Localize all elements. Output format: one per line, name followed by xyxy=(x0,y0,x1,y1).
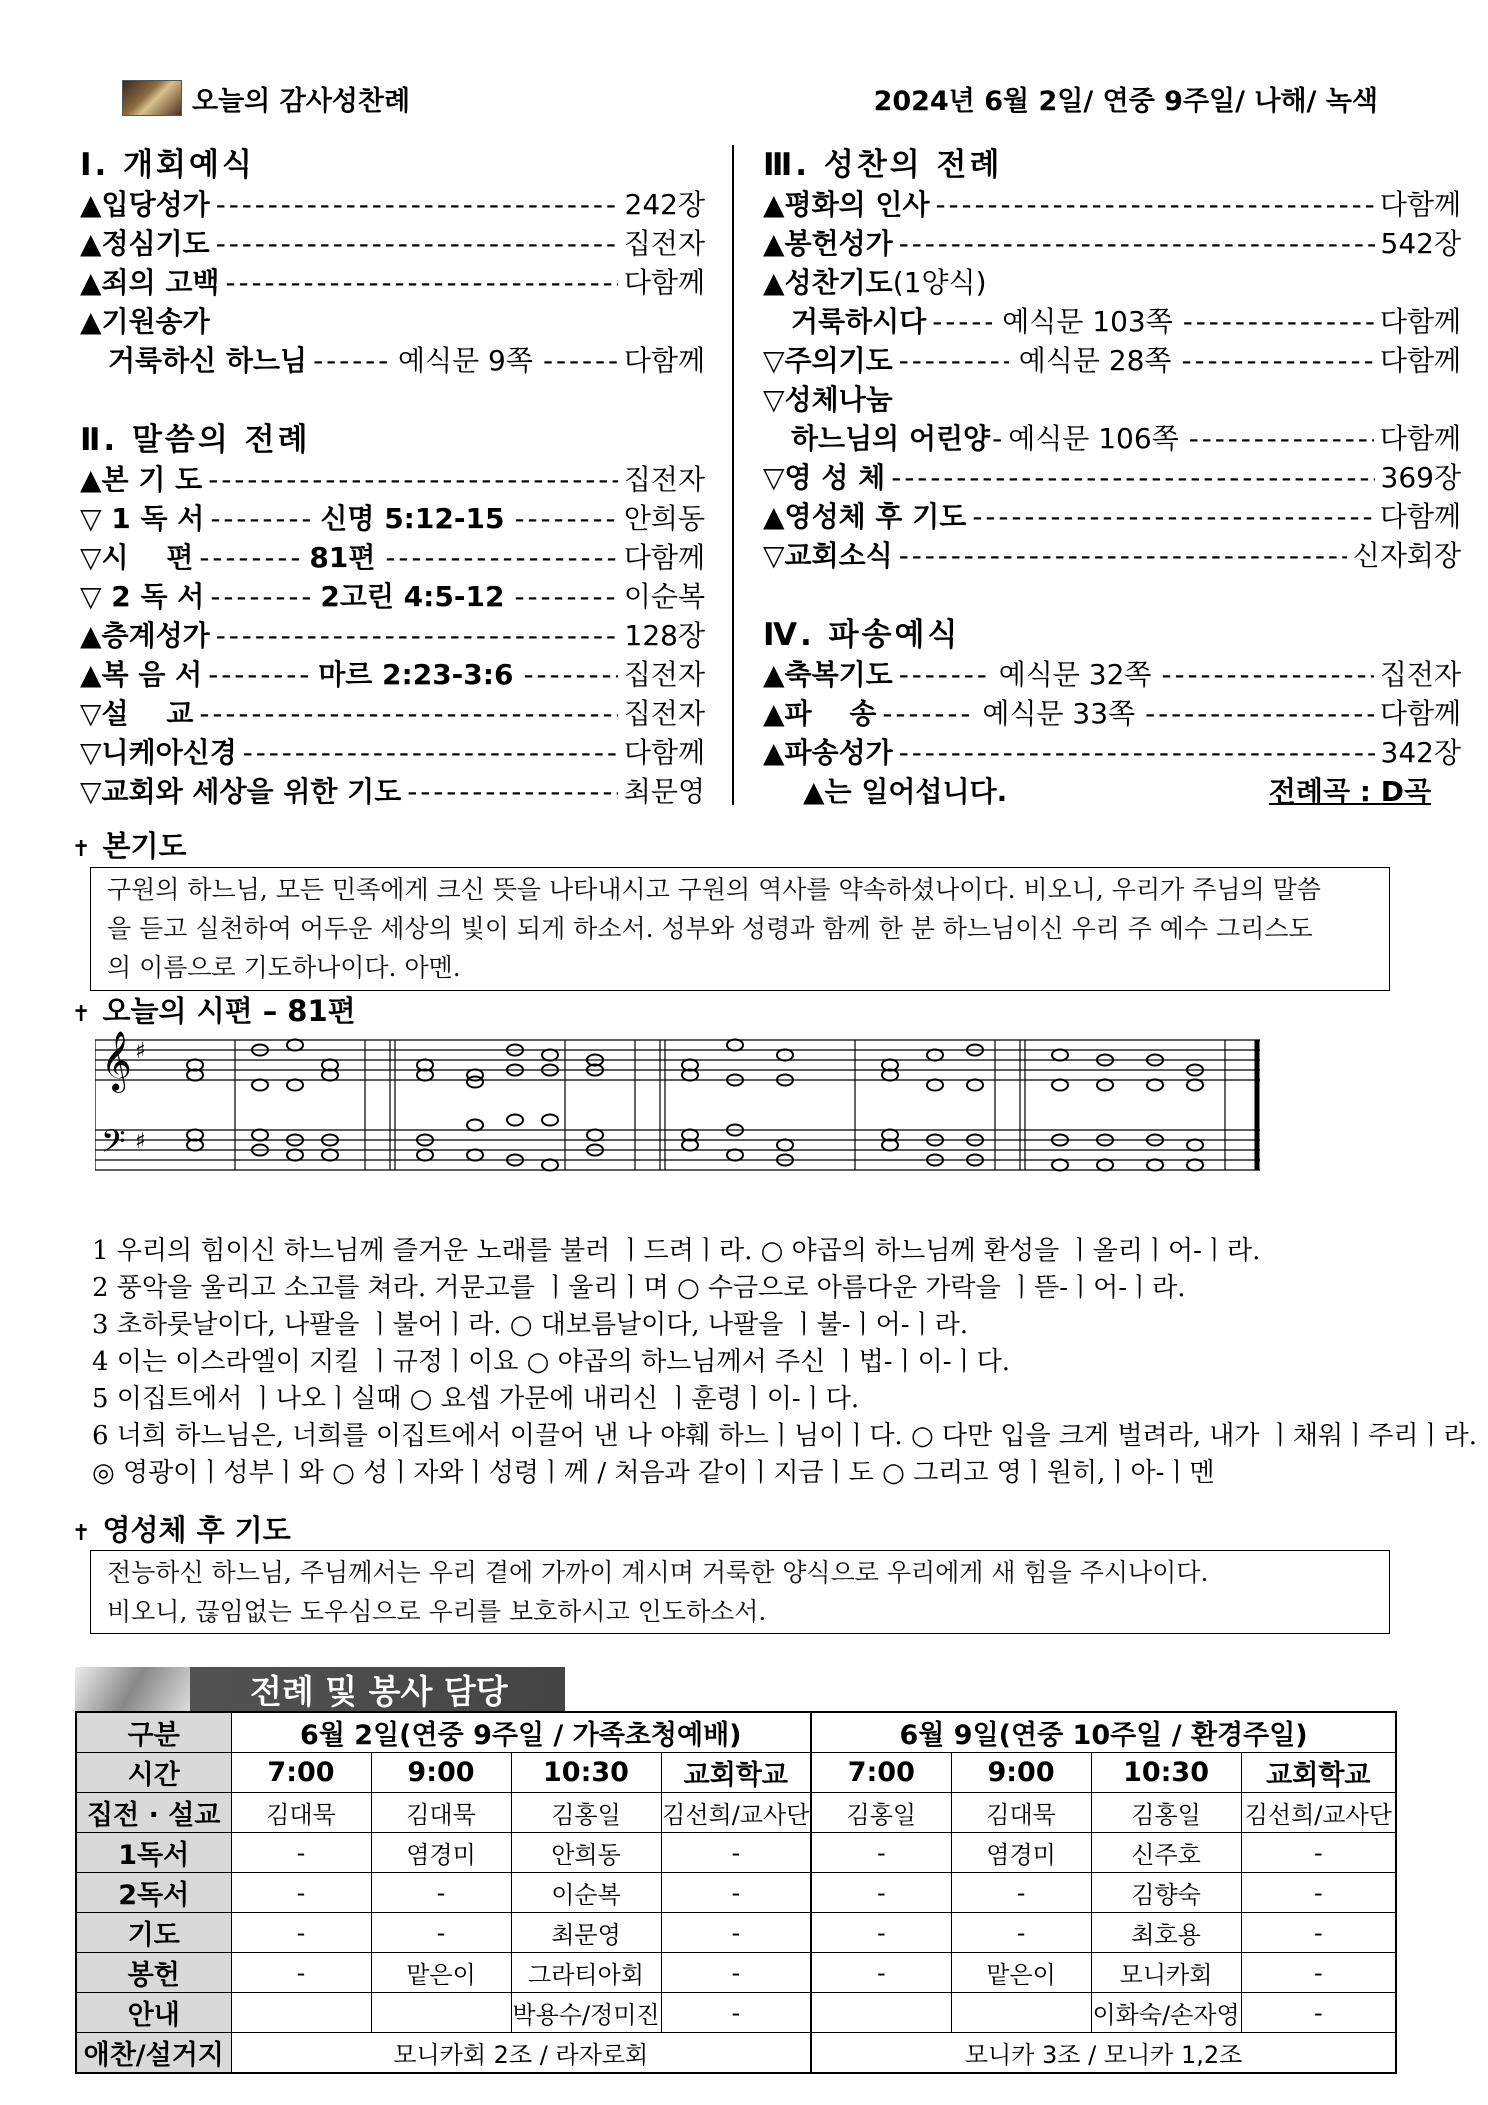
order-item: ▽영 성 체 - - - 369장 xyxy=(763,458,1461,497)
music-note xyxy=(467,1077,483,1088)
duty-title: 전례 및 봉사 담당 xyxy=(75,1667,565,1711)
order-item: ▽니케아신경 - - - 다함께 xyxy=(80,733,705,772)
order-item: ▲복 음 서 - - - 마르 2:23-3:6 - - - 집전자 xyxy=(80,655,705,694)
order-item: ▽ 2 독 서 - - - 2고린 4:5-12 - - - 이순복 xyxy=(80,577,705,616)
order-item: ▲정심기도 - - - 집전자 xyxy=(80,224,705,263)
psalm-chant-score xyxy=(95,1030,1260,1190)
music-note xyxy=(1187,1140,1203,1151)
order-item: 하느님의 어린양 - 예식문 106쪽 - - - 다함께 xyxy=(763,419,1461,458)
music-note xyxy=(287,1040,303,1051)
music-note xyxy=(587,1130,603,1141)
order-item: ▲평화의 인사 - - - 다함께 xyxy=(763,185,1461,224)
page-title: 오늘의 감사성찬례 xyxy=(192,85,411,117)
cross-icon: ✝ xyxy=(72,1521,91,1546)
order-item: ▲본 기 도 - - - 집전자 xyxy=(80,460,705,499)
table-row: 시간 7:00 9:00 10:30 교회학교 7:00 9:00 10:30 교회학교 xyxy=(76,1753,1396,1793)
music-note xyxy=(927,1080,943,1091)
table-row: 1독서 - 염경미 안희동 - - 염경미 신주호 - xyxy=(76,1833,1396,1873)
order-item: ▽시 편 - - - 81편 - - - 다함께 xyxy=(80,538,705,577)
order-item: ▽설 교 - - - 집전자 xyxy=(80,694,705,733)
tune-note: 전례곡 : D곡 xyxy=(1268,775,1431,808)
order-item: ▽주의기도 - - - 예식문 28쪽 - - - 다함께 xyxy=(763,341,1461,380)
order-item: ▽ 1 독 서 - - - 신명 5:12-15 - - - 안희동 xyxy=(80,499,705,538)
table-row: 안내 박용수/정미진 - 이화숙/손자영 - xyxy=(76,1993,1396,2033)
order-item: ▲봉헌성가 - - - 542장 xyxy=(763,224,1461,263)
order-item: ▲영성체 후 기도 - - - 다함께 xyxy=(763,497,1461,536)
music-note xyxy=(417,1150,433,1161)
table-row: 기도 - - 최문영 - - - 최호용 - xyxy=(76,1913,1396,1953)
music-note xyxy=(252,1130,268,1141)
priest-photo-icon xyxy=(75,1667,190,1711)
music-note xyxy=(1147,1160,1163,1171)
section-heading: Ⅳ. 파송예식 xyxy=(763,617,961,653)
header-left xyxy=(122,79,410,118)
music-note xyxy=(1187,1080,1203,1091)
table-row: 집전 · 설교 김대묵 김대묵 김홍일 김선희/교사단 김홍일 김대묵 김홍일 김선희/교사단 xyxy=(76,1793,1396,1833)
order-item: ▲성찬기도 (1양식) xyxy=(763,266,987,299)
music-note xyxy=(967,1080,983,1091)
music-note xyxy=(287,1150,303,1161)
music-note xyxy=(542,1160,558,1171)
music-note xyxy=(927,1050,943,1061)
table-row: 구분 6월 2일(연중 9주일 / 가족초청예배) 6월 9일(연중 10주일 / 환경주일) xyxy=(76,1712,1396,1753)
duty-table xyxy=(75,1711,1397,2074)
order-item: ▲층계성가 - - - 128장 xyxy=(80,616,705,655)
music-note xyxy=(252,1080,268,1091)
order-item: ▲파 송 - - - 예식문 33쪽 - - - 다함께 xyxy=(763,694,1461,733)
section-heading: Ⅰ. 개회예식 xyxy=(80,147,255,183)
bass-clef-icon: 𝄢 xyxy=(101,1123,126,1167)
music-note xyxy=(777,1050,793,1061)
table-row: 봉헌 - 맡은이 그라티아회 - - 맡은이 모니카회 - xyxy=(76,1953,1396,1993)
order-item: ▲입당성가 - - - 242장 xyxy=(80,185,705,224)
treble-clef-icon: 𝄞 xyxy=(101,1031,132,1091)
cross-icon: ✝ xyxy=(72,1002,91,1027)
order-item: ▲죄의 고백 - - - 다함께 xyxy=(80,263,705,302)
order-of-service xyxy=(80,145,1461,810)
music-note xyxy=(727,1150,743,1161)
section-heading: Ⅱ. 말씀의 전례 xyxy=(80,422,311,458)
table-row: 2독서 - - 이순복 - - - 김향숙 - xyxy=(76,1873,1396,1913)
order-right-column xyxy=(763,145,1461,812)
order-item: ▲파송성가 - - - 342장 xyxy=(763,733,1461,772)
order-item: ▽성체나눔 xyxy=(763,383,893,416)
music-note xyxy=(1052,1160,1068,1171)
collect-heading: ✝ 본기도 xyxy=(72,829,187,863)
post-communion-heading: ✝ 영성체 후 기도 xyxy=(72,1513,291,1547)
music-note xyxy=(727,1040,743,1051)
music-note xyxy=(777,1140,793,1151)
music-note xyxy=(287,1080,303,1091)
music-note xyxy=(467,1120,483,1131)
table-row: 애찬/설거지 모니카회 2조 / 라자로회 모니카 3조 / 모니카 1,2조 xyxy=(76,2033,1396,2074)
music-note xyxy=(322,1150,338,1161)
order-left-column xyxy=(80,145,705,811)
column-divider xyxy=(732,145,734,805)
liturgy-note xyxy=(763,772,1461,812)
music-note xyxy=(1097,1160,1113,1171)
music-note xyxy=(1147,1080,1163,1091)
music-note xyxy=(1097,1080,1113,1091)
psalm-verses: 1 우리의 힘이신 하느님께 즐거운 노래를 불러 ㅣ드려ㅣ라. ○ 야곱의 하느님께 환성을 ㅣ올리ㅣ어-ㅣ라. 2 풍악을 울리고 소고를 쳐라. 거문고를 ㅣ울리ㅣ며 ○ 수금으로 아름다운 가락을 ㅣ뜯-ㅣ어-ㅣ라. 3 초하룻날이다, 나팔을 ㅣ불어ㅣ라. ○ 대보름날이다, 나팔을 ㅣ불-ㅣ어-ㅣ라. 4 이는 이스라엘이 지킬 ㅣ규정ㅣ이요 ○ 야곱의 하느님께서 주신 ㅣ법-ㅣ이-ㅣ다. 5 이집트에서 ㅣ나오ㅣ실때 ○ 요셉 가문에 내리신 ㅣ훈령ㅣ이-ㅣ다. 6 너희 하느님은, 너희를 이집트에서 이끌어 낸 나 야훼 하느ㅣ님이ㅣ다. ○ 다만 입을 크게 벌려라, 내가 ㅣ채워ㅣ주리ㅣ라. ◎ 영광이ㅣ성부ㅣ와 ○ 성ㅣ자와ㅣ성령ㅣ께 / 처음과 같이ㅣ지금ㅣ도 ○ 그리고 영ㅣ원히,ㅣ아-ㅣ멘 xyxy=(92,1236,1477,1488)
music-note xyxy=(1052,1050,1068,1061)
order-item: ▲기원송가 xyxy=(80,305,210,338)
page-header xyxy=(122,78,1378,118)
music-note xyxy=(1052,1080,1068,1091)
music-note xyxy=(542,1115,558,1126)
post-communion-text: 전능하신 하느님, 주님께서는 우리 곁에 가까이 계시며 거룩한 양식으로 우리에게 새 힘을 주시나이다. 비오니, 끊임없는 도우심으로 우리를 보호하시고 인도하소서. xyxy=(90,1550,1390,1634)
order-item: 거룩하시다 - - - 예식문 103쪽 - - - 다함께 xyxy=(763,302,1461,341)
stand-note: ▲는 일어섭니다. xyxy=(803,775,1008,808)
collect-text: 구원의 하느님, 모든 민족에게 크신 뜻을 나타내시고 구원의 역사를 약속하셨나이다. 비오니, 우리가 주님의 말씀 을 듣고 실천하여 어두운 세상의 빛이 되게 하소서. 성부와 성령과 함께 한 분 하느님이신 우리 주 예수 그리스도 의 이름으로 기도하나이다. 아멘. xyxy=(90,867,1390,991)
music-note xyxy=(542,1050,558,1061)
order-item: ▽교회소식 - - - 신자회장 xyxy=(763,536,1461,575)
order-item: ▽교회와 세상을 위한 기도 - - - 최문영 xyxy=(80,772,705,811)
svg-text:♯: ♯ xyxy=(135,1129,146,1154)
psalm-heading: ✝ 오늘의 시편 – 81편 xyxy=(72,994,356,1028)
music-note xyxy=(1187,1160,1203,1171)
order-item: ▲축복기도 - - - 예식문 32쪽 - - - 집전자 xyxy=(763,655,1461,694)
altar-photo-icon xyxy=(122,80,182,116)
date-info: 2024년 6월 2일/ 연중 9주일/ 나해/ 녹색 xyxy=(873,85,1378,117)
section-heading: Ⅲ. 성찬의 전례 xyxy=(763,147,1003,183)
cross-icon: ✝ xyxy=(72,837,91,862)
svg-text:♯: ♯ xyxy=(135,1039,146,1064)
order-item: 거룩하신 하느님 - - - 예식문 9쪽 - - - 다함께 xyxy=(80,341,705,380)
music-note xyxy=(467,1150,483,1161)
music-note xyxy=(507,1115,523,1126)
